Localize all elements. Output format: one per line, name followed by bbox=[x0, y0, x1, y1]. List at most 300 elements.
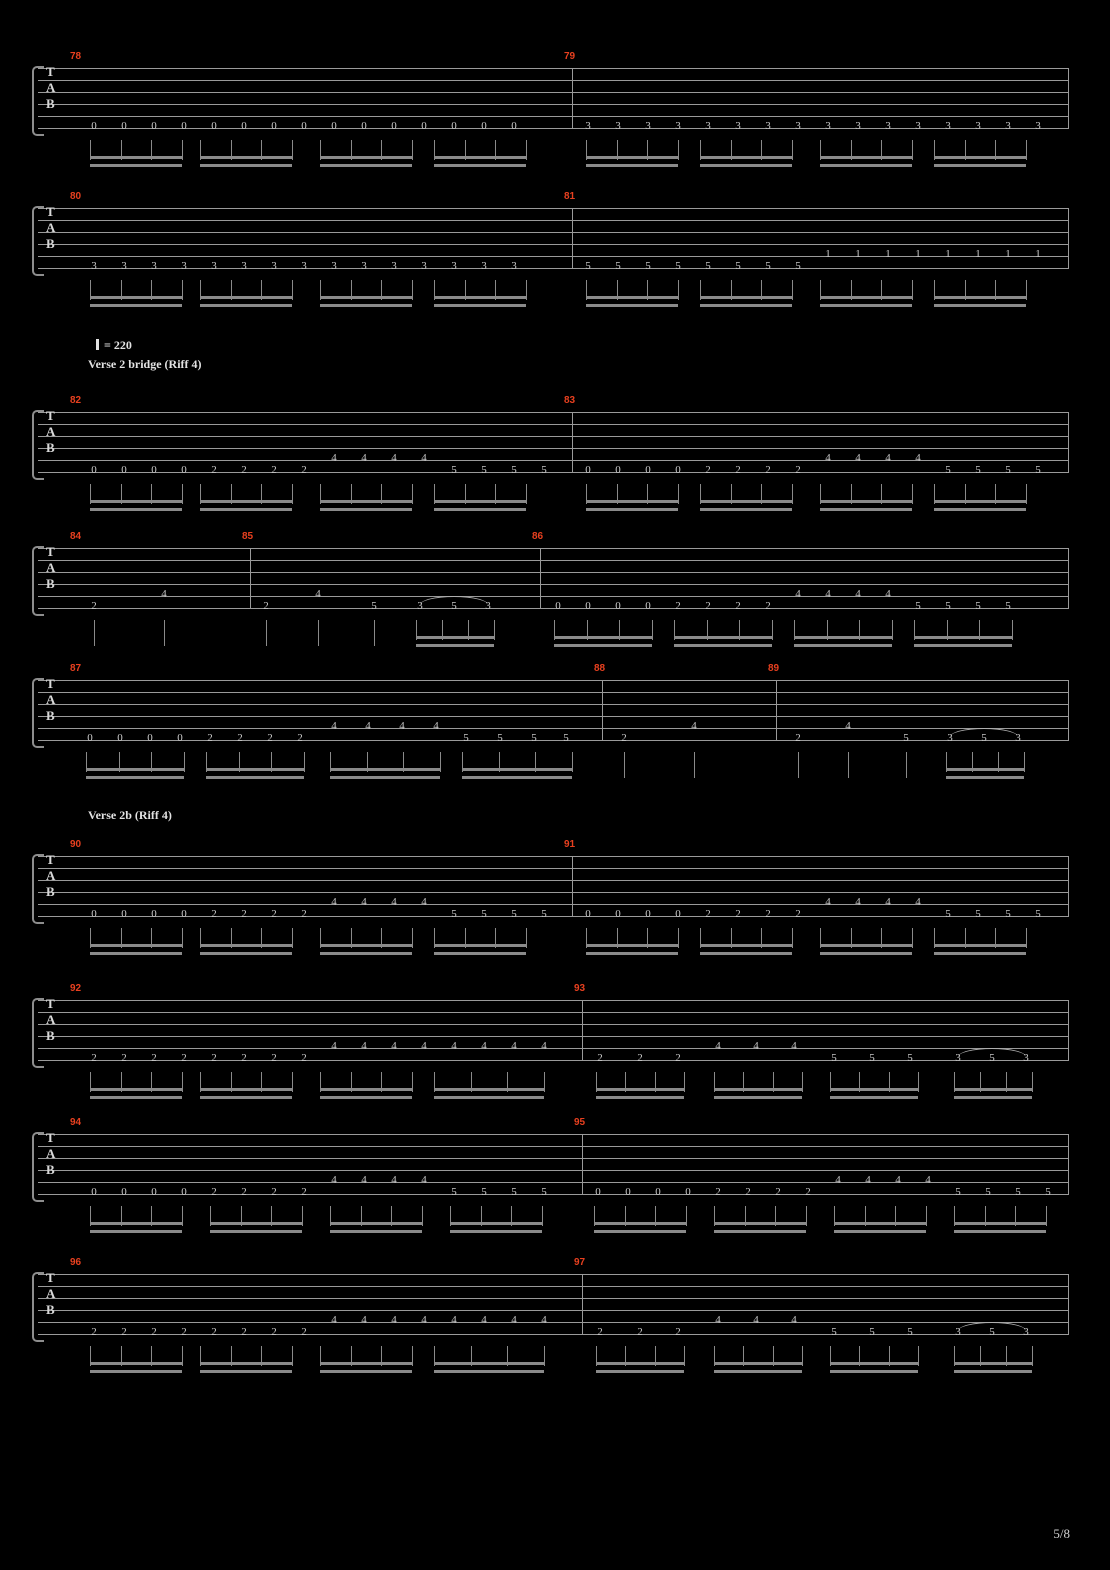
beam bbox=[934, 500, 1026, 503]
note-stem bbox=[526, 280, 527, 300]
beam bbox=[594, 1230, 686, 1233]
tab-clef-letter: B bbox=[46, 884, 55, 899]
tab-note: 4 bbox=[391, 1174, 397, 1186]
note-stem bbox=[652, 620, 653, 640]
note-stem bbox=[86, 752, 87, 772]
quarter-note-icon bbox=[96, 339, 99, 350]
tab-note: 5 bbox=[945, 908, 951, 920]
note-stem bbox=[617, 140, 618, 160]
tab-note: 4 bbox=[161, 588, 167, 600]
note-stem bbox=[292, 280, 293, 300]
tab-clef-letter: A bbox=[46, 220, 56, 235]
tab-note: 0 bbox=[121, 1186, 127, 1198]
tab-note: 4 bbox=[715, 1040, 721, 1052]
note-stem bbox=[731, 280, 732, 300]
barline bbox=[582, 1134, 583, 1195]
tab-note: 2 bbox=[211, 908, 217, 920]
beam bbox=[596, 1088, 684, 1091]
tab-note: 2 bbox=[91, 1052, 97, 1064]
tab-note: 5 bbox=[481, 464, 487, 476]
staff-line bbox=[38, 560, 1068, 561]
note-stem bbox=[200, 140, 201, 160]
note-stem bbox=[834, 1206, 835, 1226]
note-stem bbox=[542, 1206, 543, 1226]
beam bbox=[450, 1222, 542, 1225]
tab-note: 3 bbox=[331, 260, 337, 272]
note-stem bbox=[121, 1072, 122, 1092]
tab-note: 4 bbox=[541, 1040, 547, 1052]
tab-note: 2 bbox=[705, 464, 711, 476]
tab-note: 2 bbox=[675, 1326, 681, 1338]
tab-clef-letter: B bbox=[46, 96, 55, 111]
note-stem bbox=[304, 752, 305, 772]
tab-staff bbox=[38, 1000, 1068, 1058]
beam bbox=[320, 296, 412, 299]
tab-note: 2 bbox=[675, 600, 681, 612]
tab-clef-letter: T bbox=[46, 204, 55, 219]
tab-note: 2 bbox=[211, 1326, 217, 1338]
note-stem bbox=[182, 484, 183, 504]
note-stem bbox=[210, 1206, 211, 1226]
note-stem bbox=[94, 620, 95, 646]
beam bbox=[90, 1222, 182, 1225]
staff-line bbox=[38, 1036, 1068, 1037]
note-stem bbox=[1006, 1072, 1007, 1092]
note-stem bbox=[507, 1346, 508, 1366]
note-stem bbox=[707, 620, 708, 640]
tab-note: 5 bbox=[585, 260, 591, 272]
note-stem bbox=[743, 1346, 744, 1366]
tab-note: 2 bbox=[241, 1052, 247, 1064]
note-stem bbox=[918, 1072, 919, 1092]
tab-note: 4 bbox=[481, 1314, 487, 1326]
tab-note: 4 bbox=[331, 896, 337, 908]
tab-staff bbox=[38, 68, 1068, 126]
note-stem bbox=[182, 1072, 183, 1092]
beam bbox=[714, 1362, 802, 1365]
note-stem bbox=[554, 620, 555, 640]
tab-staff bbox=[38, 856, 1068, 914]
tab-note: 2 bbox=[91, 600, 97, 612]
tab-note: 5 bbox=[915, 600, 921, 612]
note-stem bbox=[1032, 1346, 1033, 1366]
tab-note: 4 bbox=[511, 1314, 517, 1326]
tab-note: 3 bbox=[885, 120, 891, 132]
tab-clef-letter: B bbox=[46, 1028, 55, 1043]
tab-note: 2 bbox=[637, 1052, 643, 1064]
tab-note: 2 bbox=[237, 732, 243, 744]
tab-note: 0 bbox=[241, 120, 247, 132]
note-stem bbox=[182, 1346, 183, 1366]
tab-note: 2 bbox=[297, 732, 303, 744]
staff-line bbox=[38, 548, 1068, 549]
note-stem bbox=[434, 1346, 435, 1366]
measure-number: 91 bbox=[564, 839, 576, 850]
tab-note: 3 bbox=[417, 600, 423, 612]
note-stem bbox=[954, 1206, 955, 1226]
tab-note: 5 bbox=[371, 600, 377, 612]
note-stem bbox=[848, 752, 849, 778]
note-stem bbox=[859, 620, 860, 640]
beam bbox=[714, 1088, 802, 1091]
tab-note: 4 bbox=[835, 1174, 841, 1186]
note-stem bbox=[121, 1206, 122, 1226]
beam bbox=[320, 508, 412, 511]
note-stem bbox=[912, 280, 913, 300]
tab-note: 4 bbox=[715, 1314, 721, 1326]
note-stem bbox=[495, 928, 496, 948]
tab-note: 4 bbox=[421, 1314, 427, 1326]
tab-note: 2 bbox=[301, 1186, 307, 1198]
note-stem bbox=[434, 280, 435, 300]
tab-note: 0 bbox=[91, 120, 97, 132]
tab-note: 0 bbox=[511, 120, 517, 132]
tab-note: 2 bbox=[271, 1052, 277, 1064]
note-stem bbox=[231, 1346, 232, 1366]
note-stem bbox=[261, 1346, 262, 1366]
tab-note: 0 bbox=[331, 120, 337, 132]
note-stem bbox=[351, 928, 352, 948]
note-stem bbox=[965, 280, 966, 300]
note-stem bbox=[381, 1072, 382, 1092]
beam bbox=[434, 500, 526, 503]
beam bbox=[934, 508, 1026, 511]
staff-line bbox=[38, 1182, 1068, 1183]
staff-line bbox=[38, 596, 1068, 597]
beam bbox=[434, 304, 526, 307]
tab-clef bbox=[46, 1130, 55, 1178]
beam bbox=[434, 164, 526, 167]
beam bbox=[700, 500, 792, 503]
tab-clef-letter: A bbox=[46, 868, 56, 883]
note-stem bbox=[972, 752, 973, 772]
note-stem bbox=[90, 1072, 91, 1092]
tab-note: 5 bbox=[795, 260, 801, 272]
note-stem bbox=[511, 1206, 512, 1226]
staff-line bbox=[38, 436, 1068, 437]
tab-clef-letter: A bbox=[46, 560, 56, 575]
tab-note: 5 bbox=[945, 600, 951, 612]
measure-number: 88 bbox=[594, 663, 606, 674]
note-stem bbox=[495, 140, 496, 160]
barline bbox=[572, 412, 573, 473]
tab-note: 2 bbox=[181, 1052, 187, 1064]
beam bbox=[596, 1362, 684, 1365]
beam bbox=[820, 944, 912, 947]
beam bbox=[834, 1222, 926, 1225]
staff-line bbox=[38, 104, 1068, 105]
tab-note: 3 bbox=[1035, 120, 1041, 132]
tab-note: 0 bbox=[555, 600, 561, 612]
tab-note: 3 bbox=[301, 260, 307, 272]
note-stem bbox=[827, 620, 828, 640]
tab-note: 5 bbox=[1005, 464, 1011, 476]
note-stem bbox=[772, 620, 773, 640]
note-stem bbox=[881, 928, 882, 948]
tab-clef bbox=[46, 676, 55, 724]
note-stem bbox=[773, 1346, 774, 1366]
note-stem bbox=[694, 752, 695, 778]
tab-note: 3 bbox=[511, 260, 517, 272]
tab-note: 5 bbox=[1045, 1186, 1051, 1198]
tab-note: 2 bbox=[211, 1186, 217, 1198]
tab-clef bbox=[46, 64, 55, 112]
tab-note: 2 bbox=[121, 1052, 127, 1064]
note-stem bbox=[1006, 1346, 1007, 1366]
system-brace bbox=[32, 678, 44, 748]
staff-line bbox=[38, 424, 1068, 425]
staff-line bbox=[38, 1000, 1068, 1001]
note-stem bbox=[889, 1072, 890, 1092]
note-stem bbox=[619, 620, 620, 640]
beam bbox=[200, 1088, 292, 1091]
beam bbox=[90, 156, 182, 159]
tab-note: 3 bbox=[1023, 1052, 1029, 1064]
tab-note: 5 bbox=[945, 464, 951, 476]
tab-clef-letter: T bbox=[46, 64, 55, 79]
tab-note: 4 bbox=[391, 1314, 397, 1326]
system-brace bbox=[32, 998, 44, 1068]
note-stem bbox=[465, 484, 466, 504]
beam bbox=[586, 944, 678, 947]
note-stem bbox=[261, 928, 262, 948]
tab-clef-letter: B bbox=[46, 1302, 55, 1317]
note-stem bbox=[731, 140, 732, 160]
tab-note: 3 bbox=[615, 120, 621, 132]
tab-note: 1 bbox=[855, 248, 861, 260]
note-stem bbox=[320, 928, 321, 948]
tab-note: 4 bbox=[895, 1174, 901, 1186]
beam bbox=[794, 644, 892, 647]
note-stem bbox=[586, 140, 587, 160]
note-stem bbox=[465, 280, 466, 300]
tab-note: 2 bbox=[241, 1326, 247, 1338]
beam bbox=[90, 296, 182, 299]
note-stem bbox=[895, 1206, 896, 1226]
tab-note: 3 bbox=[915, 120, 921, 132]
beam bbox=[416, 636, 494, 639]
note-stem bbox=[121, 484, 122, 504]
note-stem bbox=[151, 928, 152, 948]
tab-note: 4 bbox=[421, 1174, 427, 1186]
note-stem bbox=[182, 140, 183, 160]
note-stem bbox=[381, 1346, 382, 1366]
staff-line bbox=[38, 1274, 1068, 1275]
measure-number: 96 bbox=[70, 1257, 82, 1268]
staff-line bbox=[38, 584, 1068, 585]
tab-note: 5 bbox=[975, 908, 981, 920]
tab-note: 5 bbox=[1005, 600, 1011, 612]
tab-note: 1 bbox=[1005, 248, 1011, 260]
note-stem bbox=[261, 140, 262, 160]
tab-note: 5 bbox=[541, 1186, 547, 1198]
tab-note: 3 bbox=[765, 120, 771, 132]
tab-note: 3 bbox=[121, 260, 127, 272]
tab-note: 5 bbox=[481, 908, 487, 920]
beam bbox=[700, 304, 792, 307]
barline bbox=[582, 1000, 583, 1061]
staff-line bbox=[38, 1024, 1068, 1025]
tab-note: 2 bbox=[301, 1052, 307, 1064]
tab-note: 2 bbox=[91, 1326, 97, 1338]
tab-note: 3 bbox=[795, 120, 801, 132]
tab-note: 4 bbox=[885, 896, 891, 908]
note-stem bbox=[442, 620, 443, 640]
beam bbox=[934, 296, 1026, 299]
note-stem bbox=[995, 280, 996, 300]
beam bbox=[934, 156, 1026, 159]
tab-note: 0 bbox=[151, 908, 157, 920]
note-stem bbox=[1026, 140, 1027, 160]
note-stem bbox=[90, 1346, 91, 1366]
tab-clef-letter: A bbox=[46, 80, 56, 95]
tab-note: 2 bbox=[271, 464, 277, 476]
tab-note: 2 bbox=[795, 908, 801, 920]
note-stem bbox=[820, 928, 821, 948]
beam bbox=[586, 304, 678, 307]
tab-note: 4 bbox=[361, 1040, 367, 1052]
tab-note: 5 bbox=[975, 600, 981, 612]
tab-note: 5 bbox=[985, 1186, 991, 1198]
tab-note: 5 bbox=[463, 732, 469, 744]
tab-note: 0 bbox=[645, 908, 651, 920]
tab-note: 0 bbox=[451, 120, 457, 132]
note-stem bbox=[450, 1206, 451, 1226]
tab-note: 2 bbox=[735, 908, 741, 920]
note-stem bbox=[851, 928, 852, 948]
note-stem bbox=[594, 1206, 595, 1226]
tab-note: 2 bbox=[715, 1186, 721, 1198]
beam bbox=[554, 644, 652, 647]
note-stem bbox=[859, 1072, 860, 1092]
staff-line bbox=[38, 244, 1068, 245]
tab-note: 2 bbox=[765, 908, 771, 920]
note-stem bbox=[239, 752, 240, 772]
measure-number: 80 bbox=[70, 191, 82, 202]
barline bbox=[1068, 548, 1069, 609]
note-stem bbox=[412, 140, 413, 160]
beam bbox=[320, 1088, 412, 1091]
tab-clef-letter: A bbox=[46, 424, 56, 439]
tab-note: 3 bbox=[481, 260, 487, 272]
note-stem bbox=[1046, 1206, 1047, 1226]
tab-note: 3 bbox=[485, 600, 491, 612]
beam bbox=[954, 1088, 1032, 1091]
beam bbox=[434, 1362, 544, 1365]
tab-note: 3 bbox=[421, 260, 427, 272]
tab-note: 5 bbox=[511, 908, 517, 920]
beam bbox=[90, 304, 182, 307]
note-stem bbox=[151, 140, 152, 160]
tab-note: 2 bbox=[705, 600, 711, 612]
note-stem bbox=[912, 928, 913, 948]
tab-note: 5 bbox=[451, 1186, 457, 1198]
note-stem bbox=[164, 620, 165, 646]
staff-line bbox=[38, 128, 1068, 129]
beam bbox=[586, 296, 678, 299]
tab-note: 5 bbox=[981, 732, 987, 744]
note-stem bbox=[802, 1072, 803, 1092]
measure-number: 94 bbox=[70, 1117, 82, 1128]
measure-number: 83 bbox=[564, 395, 576, 406]
tab-note: 2 bbox=[263, 600, 269, 612]
beam bbox=[954, 1230, 1046, 1233]
tab-note: 4 bbox=[451, 1314, 457, 1326]
tab-note: 2 bbox=[151, 1326, 157, 1338]
staff-line bbox=[38, 608, 1068, 609]
tab-note: 4 bbox=[399, 720, 405, 732]
tab-note: 4 bbox=[855, 896, 861, 908]
tab-note: 4 bbox=[925, 1174, 931, 1186]
note-stem bbox=[830, 1346, 831, 1366]
tab-note: 2 bbox=[775, 1186, 781, 1198]
tab-note: 0 bbox=[615, 600, 621, 612]
note-stem bbox=[647, 280, 648, 300]
beam bbox=[320, 500, 412, 503]
tab-note: 0 bbox=[181, 120, 187, 132]
tab-note: 3 bbox=[955, 1326, 961, 1338]
beam bbox=[954, 1370, 1032, 1373]
beam bbox=[320, 164, 412, 167]
note-stem bbox=[830, 1072, 831, 1092]
note-stem bbox=[678, 140, 679, 160]
tab-note: 4 bbox=[331, 452, 337, 464]
beam bbox=[434, 296, 526, 299]
tab-note: 2 bbox=[121, 1326, 127, 1338]
beam bbox=[954, 1096, 1032, 1099]
note-stem bbox=[647, 928, 648, 948]
tab-note: 3 bbox=[211, 260, 217, 272]
note-stem bbox=[381, 140, 382, 160]
note-stem bbox=[434, 140, 435, 160]
note-stem bbox=[381, 484, 382, 504]
staff-line bbox=[38, 868, 1068, 869]
beam bbox=[200, 952, 292, 955]
beam bbox=[794, 636, 892, 639]
tab-note: 5 bbox=[903, 732, 909, 744]
note-stem bbox=[918, 1346, 919, 1366]
tab-note: 5 bbox=[563, 732, 569, 744]
note-stem bbox=[416, 620, 417, 640]
note-stem bbox=[806, 1206, 807, 1226]
tab-note: 3 bbox=[735, 120, 741, 132]
tab-note: 2 bbox=[705, 908, 711, 920]
note-stem bbox=[745, 1206, 746, 1226]
note-stem bbox=[792, 280, 793, 300]
tab-note: 5 bbox=[511, 464, 517, 476]
section-label-verse2b: Verse 2b (Riff 4) bbox=[88, 808, 172, 822]
note-stem bbox=[182, 280, 183, 300]
note-stem bbox=[625, 1206, 626, 1226]
tab-note: 0 bbox=[181, 464, 187, 476]
tab-note: 3 bbox=[91, 260, 97, 272]
tab-note: 3 bbox=[945, 120, 951, 132]
measure-number: 87 bbox=[70, 663, 82, 674]
note-stem bbox=[820, 140, 821, 160]
beam bbox=[90, 1230, 182, 1233]
tab-clef-letter: B bbox=[46, 576, 55, 591]
tab-clef-letter: A bbox=[46, 692, 56, 707]
tab-note: 4 bbox=[915, 896, 921, 908]
tab-note: 0 bbox=[645, 464, 651, 476]
note-stem bbox=[995, 484, 996, 504]
tab-note: 2 bbox=[271, 908, 277, 920]
beam bbox=[210, 1230, 302, 1233]
beam bbox=[830, 1370, 918, 1373]
tab-note: 4 bbox=[855, 588, 861, 600]
note-stem bbox=[121, 280, 122, 300]
barline bbox=[602, 680, 603, 741]
